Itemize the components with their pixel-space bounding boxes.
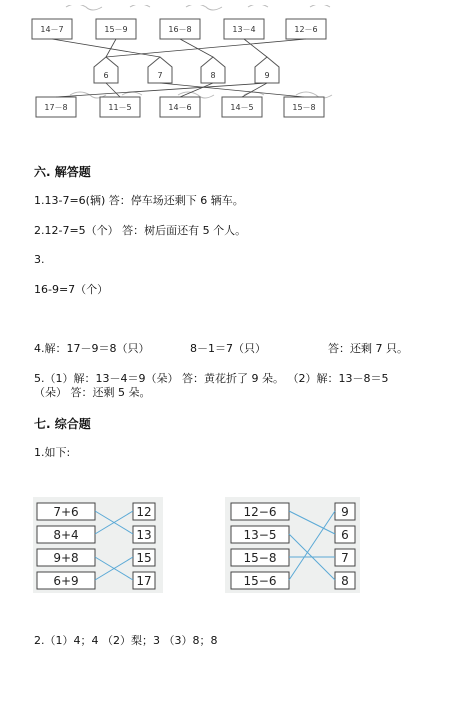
house-label: 9 <box>264 71 270 80</box>
bottom-envelope-label: 17－8 <box>44 103 68 112</box>
top-envelope-label: 14－7 <box>40 25 64 34</box>
top-envelope-label: 12－6 <box>294 25 318 34</box>
answer-q1: 1.13-7=6(辆) 答：停车场还剩下 6 辆车。 <box>34 194 244 207</box>
answer-q3-label: 3. <box>34 253 45 266</box>
left-expression: 9+8 <box>53 551 79 565</box>
right-result: 8 <box>341 574 349 588</box>
left-result: 17 <box>136 574 152 588</box>
house-label: 7 <box>157 71 163 80</box>
right-result: 6 <box>341 528 349 542</box>
answer-q4-part3: 答：还剩 7 只。 <box>328 342 408 355</box>
house-label: 6 <box>103 71 109 80</box>
right-expression: 13−5 <box>243 528 277 542</box>
connector-line <box>106 39 306 57</box>
answer-q3: 16-9=7（个） <box>34 283 109 296</box>
left-result: 12 <box>136 505 152 519</box>
section-7-heading: 七. 综合题 <box>34 417 91 431</box>
envelope-matching-figure <box>28 5 348 127</box>
house-label: 8 <box>210 71 216 80</box>
right-expression: 15−8 <box>243 551 277 565</box>
left-expression: 7+6 <box>53 505 79 519</box>
answer-q4-part1: 4.解：17－9＝8（只） <box>34 342 150 355</box>
answer-q5-line2: （朵） 答：还剩 5 朵。 <box>34 386 151 399</box>
left-result: 13 <box>136 528 152 542</box>
connector-line <box>244 39 267 57</box>
top-envelope-label: 16－8 <box>168 25 192 34</box>
connector-line <box>106 83 120 97</box>
top-envelope-label: 13－4 <box>232 25 256 34</box>
right-expression: 12−6 <box>243 505 277 519</box>
answer-q5-line1: 5.（1）解：13－4＝9（朵） 答：黄花折了 9 朵。 （2）解：13－8＝5 <box>34 372 389 385</box>
left-result: 15 <box>136 551 152 565</box>
connector-line <box>52 39 160 57</box>
right-expression: 15−6 <box>243 574 277 588</box>
left-expression: 6+9 <box>53 574 79 588</box>
right-result: 7 <box>341 551 349 565</box>
comprehensive-q2: 2.（1）4；4 （2）梨；3 （3）8；8 <box>34 634 218 647</box>
top-envelope-label: 15－9 <box>104 25 128 34</box>
expression-matching-figure <box>33 497 363 593</box>
section-6-heading: 六. 解答题 <box>34 165 91 179</box>
answer-q4-part2: 8－1＝7（只） <box>190 342 266 355</box>
left-expression: 8+4 <box>53 528 79 542</box>
bottom-envelope-label: 14－6 <box>168 103 192 112</box>
comprehensive-q1-label: 1.如下: <box>34 446 71 459</box>
right-result: 9 <box>341 505 349 519</box>
answer-q2: 2.12-7=5（个） 答：树后面还有 5 个人。 <box>34 224 247 237</box>
bottom-envelope-label: 11－5 <box>108 103 132 112</box>
bottom-envelope-label: 15－8 <box>292 103 316 112</box>
bottom-envelope-label: 14－5 <box>230 103 254 112</box>
